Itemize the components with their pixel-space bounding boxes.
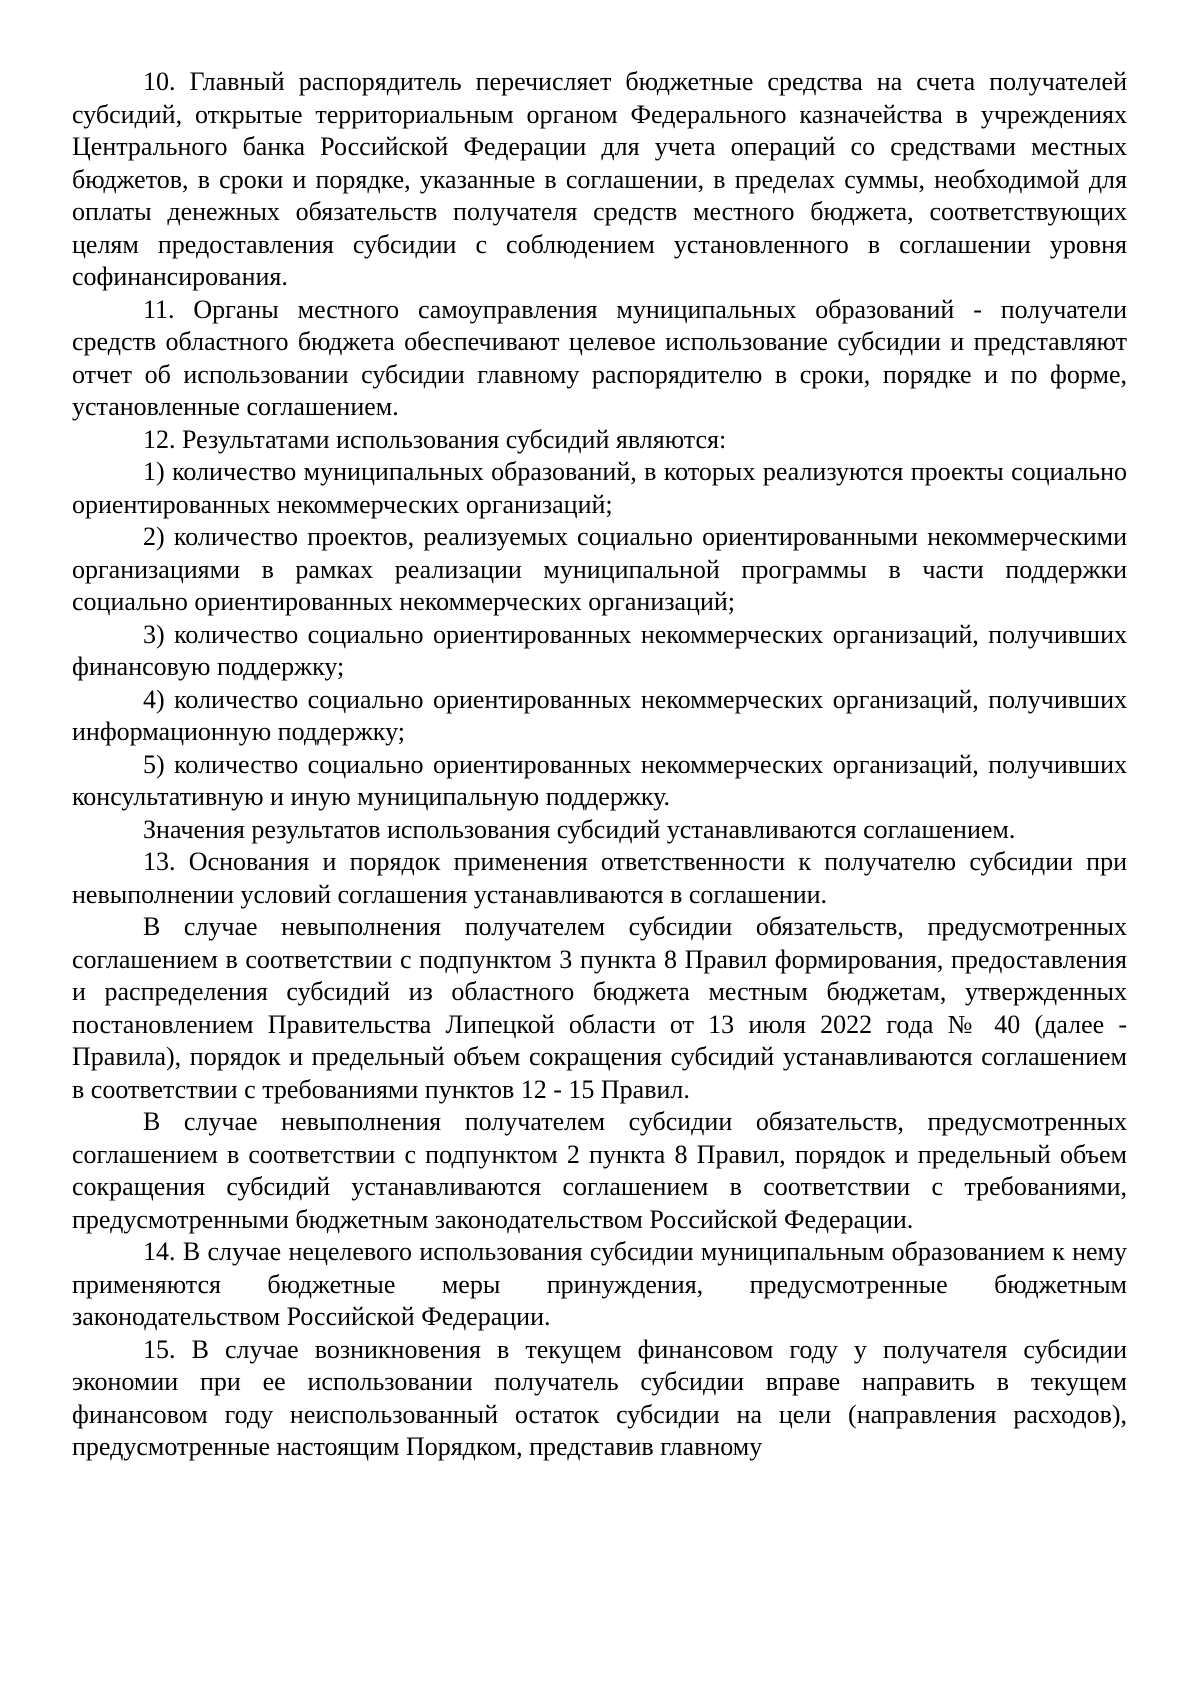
paragraph-14: 14. В случае нецелевого использования субсидии муниципальным образованием к нему применяются бюджетные меры принуждения, предусмотренные бюджетным законодательством Российской Федерации. [72,1237,1127,1331]
paragraph-11: 11. Органы местного самоуправления муниципальных образований - получатели средств областного бюджета обеспечивают целевое использование субсидии и представляют отчет об использовании субсидии главному распорядителю в сроки, порядке и по форме, установленные соглашением. [72,294,1127,421]
document-page [72,66,1127,1464]
paragraph-12: 12. Результатами использования субсидий являются: [143,424,727,454]
paragraph-13-case-2: В случае невыполнения получателем субсидии обязательств, предусмотренных соглашением в соответствии с подпунктом 2 пункта 8 Правил, порядок и предельный объем сокращения субсидий устанавливаются соглашением в соответствии с требованиями, предусмотренными бюджетным законодательством Российской Федерации. [72,1107,1127,1234]
paragraph-13-case-1: В случае невыполнения получателем субсидии обязательств, предусмотренных соглашением в соответствии с подпунктом 3 пункта 8 Правил формирования, предоставления и распределения субсидий из областного бюджета местным бюджетам, утвержденных постановлением Правительства Липецкой области от 13 июля 2022 года № 40 (далее - Правила), порядок и предельный объем сокращения субсидий устанавливаются соглашением в соответствии с требованиями пунктов 12 - 15 Правил. [72,912,1127,1104]
list-item-2: 2) количество проектов, реализуемых социально ориентированными некоммерческими организациями в рамках реализации муниципальной программы в части поддержки социально ориентированных некоммерческих организаций; [72,522,1127,616]
list-item-1: 1) количество муниципальных образований, в которых реализуются проекты социально ориентированных некоммерческих организаций; [72,457,1127,519]
paragraph-13: 13. Основания и порядок применения ответственности к получателю субсидии при невыполнении условий соглашения устанавливаются в соглашении. [72,847,1127,909]
paragraph-10: 10. Главный распорядитель перечисляет бюджетные средства на счета получателей субсидий, открытые территориальным органом Федерального казначейства в учреждениях Центрального банка Российской Федерации для учета операций со средствами местных бюджетов, в сроки и порядке, указанные в соглашении, в пределах суммы, необходимой для оплаты денежных обязательств получателя средств местного бюджета, соответствующих целям предоставления субсидии с соблюдением установленного в соглашении уровня софинансирования. [72,67,1127,291]
paragraph-results-values: Значения результатов использования субсидий устанавливаются соглашением. [143,814,1016,844]
list-item-5: 5) количество социально ориентированных некоммерческих организаций, получивших консультативную и иную муниципальную поддержку. [72,749,1127,811]
list-item-4: 4) количество социально ориентированных некоммерческих организаций, получивших информационную поддержку; [72,684,1127,746]
paragraph-15: 15. В случае возникновения в текущем финансовом году у получателя субсидии экономии при ее использовании получатель субсидии вправе направить в текущем финансовом году неиспользованный остаток субсидии на цели (направления расходов), предусмотренные настоящим Порядком, представив главному [72,1334,1127,1461]
list-item-3: 3) количество социально ориентированных некоммерческих организаций, получивших финансовую поддержку; [72,619,1127,681]
